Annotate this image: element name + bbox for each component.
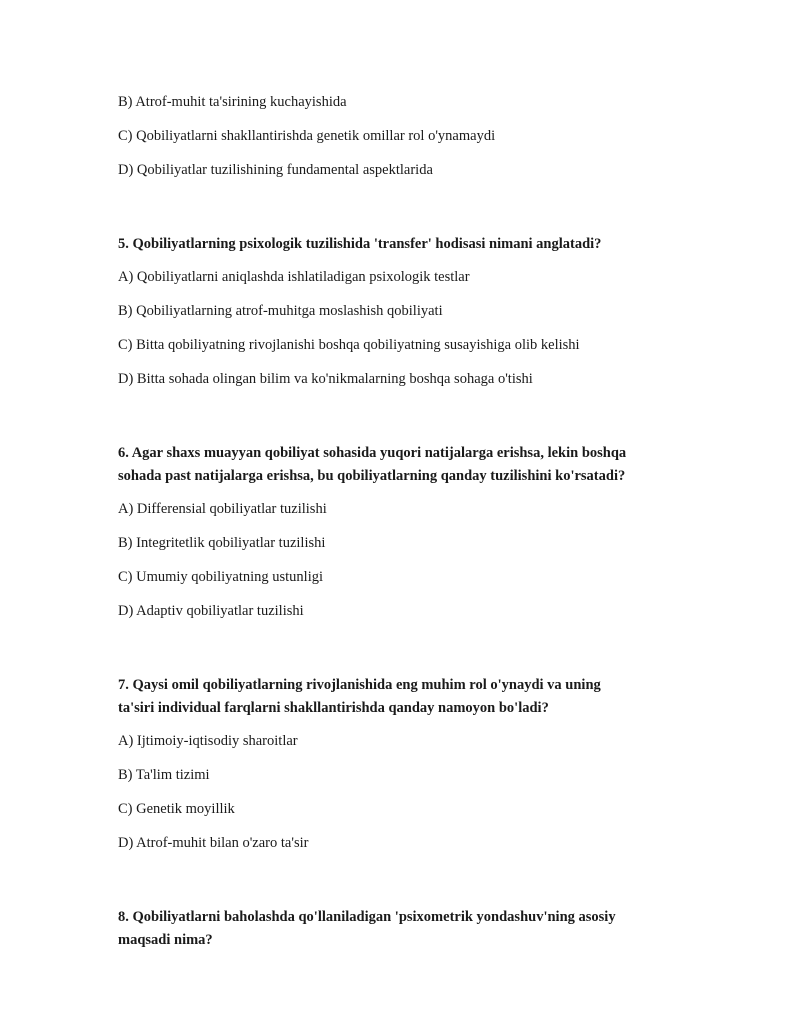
answer-option-d: D) Qobiliyatlar tuzilishining fundamental aspektlarida bbox=[118, 162, 433, 178]
question-text bbox=[118, 233, 678, 256]
question-4-options bbox=[118, 92, 678, 180]
answer-option-b: B) Ta'lim tizimi bbox=[118, 767, 210, 783]
question-text bbox=[118, 674, 678, 720]
question-text-line: 7. Qaysi omil qobiliyatlarning rivojlanishida eng muhim rol o'ynaydi va uning bbox=[118, 677, 601, 693]
answer-option-b: B) Atrof-muhit ta'sirining kuchayishida bbox=[118, 94, 347, 110]
answer-option-c: C) Umumiy qobiliyatning ustunligi bbox=[118, 569, 324, 585]
question-8 bbox=[118, 906, 678, 952]
answer-option-d: D) Atrof-muhit bilan o'zaro ta'sir bbox=[118, 835, 309, 851]
question-text-line: 8. Qobiliyatlarni baholashda qo'llaniladigan 'psixometrik yondashuv'ning asosiy bbox=[118, 909, 616, 925]
answer-option-c: C) Qobiliyatlarni shakllantirishda genetik omillar rol o'ynamaydi bbox=[118, 128, 496, 144]
question-text-line: sohada past natijalarga erishsa, bu qobiliyatlarning qanday tuzilishini ko'rsatadi? bbox=[118, 468, 626, 484]
answer-option-c: C) Genetik moyillik bbox=[118, 801, 235, 817]
spacer bbox=[118, 867, 678, 906]
answer-option-d: D) Bitta sohada olingan bilim va ko'nikmalarning boshqa sohaga o'tishi bbox=[118, 371, 533, 387]
question-6 bbox=[118, 442, 678, 621]
document-page bbox=[118, 92, 678, 963]
answer-option-b: B) Qobiliyatlarning atrof-muhitga moslashish qobiliyati bbox=[118, 303, 443, 319]
answer-option-d: D) Adaptiv qobiliyatlar tuzilishi bbox=[118, 603, 304, 619]
answer-option-c: C) Bitta qobiliyatning rivojlanishi boshqa qobiliyatning susayishiga olib kelishi bbox=[118, 337, 580, 353]
question-text bbox=[118, 906, 678, 952]
question-7 bbox=[118, 674, 678, 853]
spacer bbox=[118, 194, 678, 233]
question-text-line: maqsadi nima? bbox=[118, 932, 213, 948]
question-5 bbox=[118, 233, 678, 389]
answer-option-a: A) Qobiliyatlarni aniqlashda ishlatiladigan psixologik testlar bbox=[118, 269, 470, 285]
question-text bbox=[118, 442, 678, 488]
question-text-line: 5. Qobiliyatlarning psixologik tuzilishida 'transfer' hodisasi nimani anglatadi? bbox=[118, 236, 602, 252]
answer-option-a: A) Differensial qobiliyatlar tuzilishi bbox=[118, 501, 327, 517]
spacer bbox=[118, 403, 678, 442]
question-text-line: ta'siri individual farqlarni shakllantirishda qanday namoyon bo'ladi? bbox=[118, 700, 549, 716]
spacer bbox=[118, 635, 678, 674]
answer-option-a: A) Ijtimoiy-iqtisodiy sharoitlar bbox=[118, 733, 298, 749]
answer-option-b: B) Integritetlik qobiliyatlar tuzilishi bbox=[118, 535, 326, 551]
question-text-line: 6. Agar shaxs muayyan qobiliyat sohasida yuqori natijalarga erishsa, lekin boshqa bbox=[118, 445, 627, 461]
